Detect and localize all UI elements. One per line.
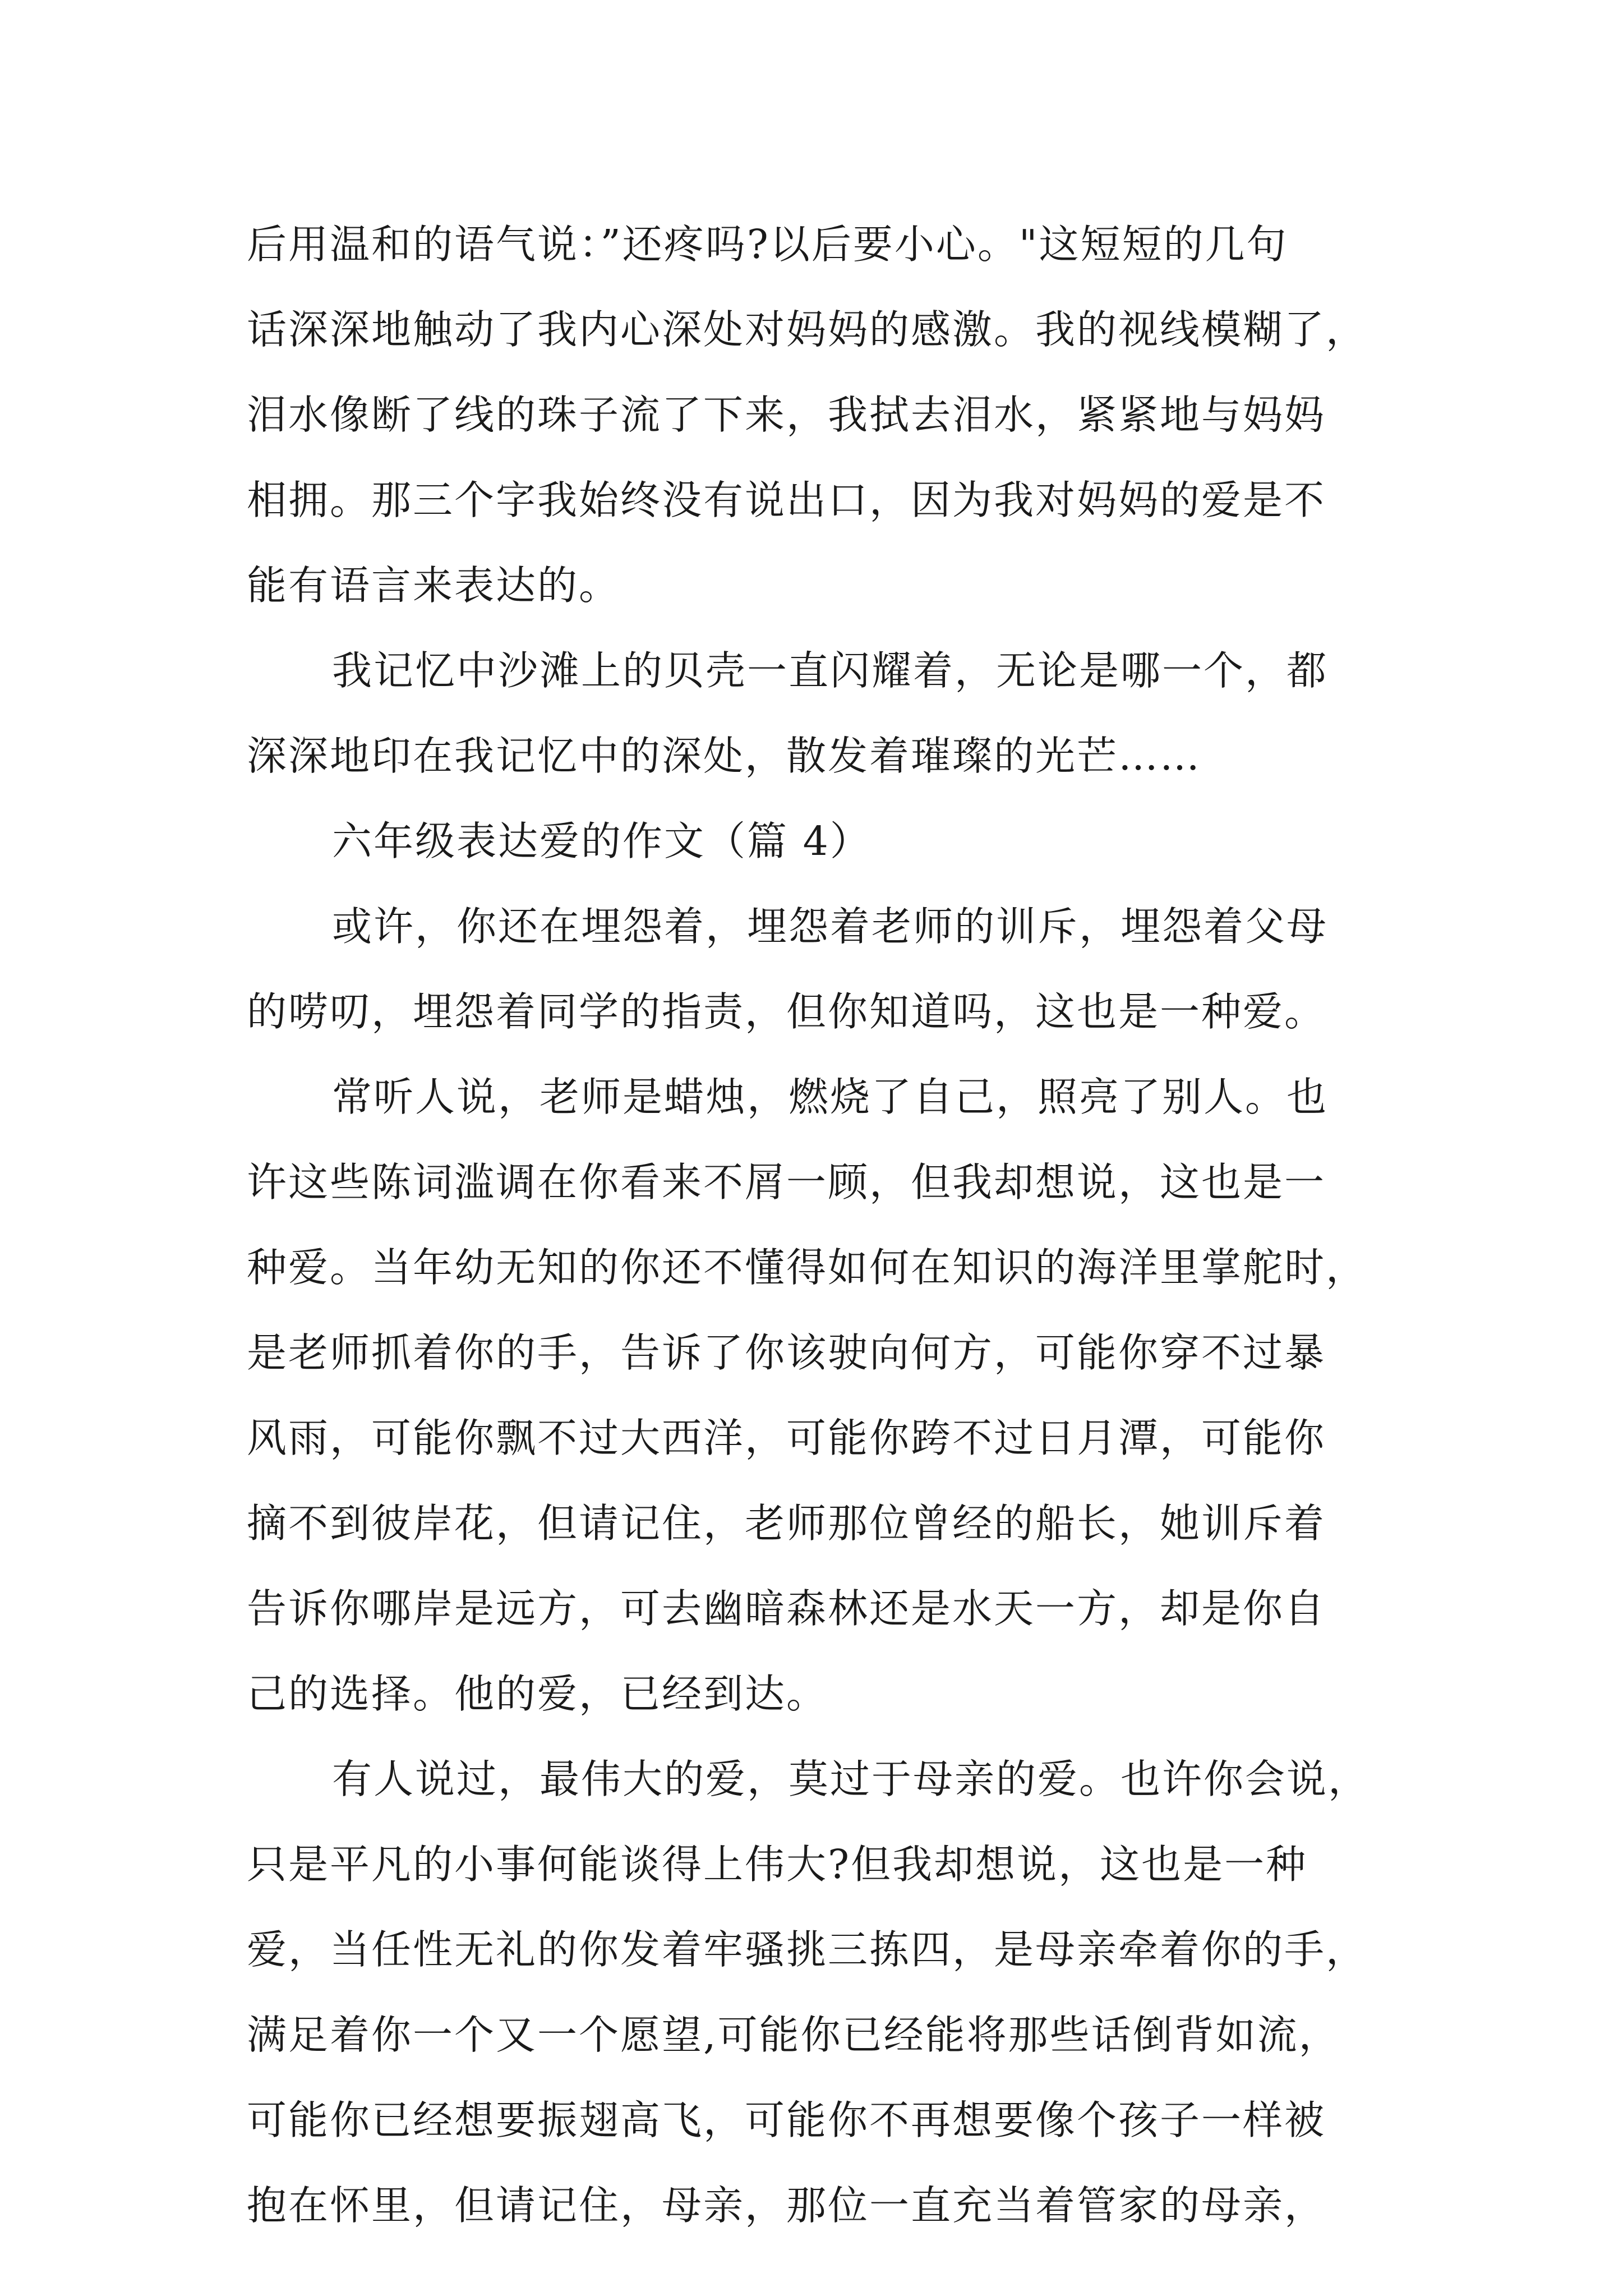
text-line: 有人说过，最伟大的爱，莫过于母亲的爱。也许你会说，	[332, 1756, 1370, 1802]
text-line: 或许，你还在埋怨着，埋怨着老师的训斥，埋怨着父母	[332, 903, 1329, 950]
text-line: 种爱。当年幼无知的你还不懂得如何在知识的海洋里掌舵时，	[247, 1244, 1368, 1291]
document-body	[247, 202, 1430, 2248]
text-line: 可能你已经想要振翅高飞，可能你不再想要像个孩子一样被	[247, 2097, 1326, 2143]
text-line: 后用温和的语气说：”还疼吗?以后要小心。"这短短的几句	[247, 221, 1288, 268]
text-line: 我记忆中沙滩上的贝壳一直闪耀着，无论是哪一个，都	[332, 647, 1329, 694]
text-line: 六年级表达爱的作文（篇 4）	[332, 818, 872, 864]
text-line: 是老师抓着你的手，告诉了你该驶向何方，可能你穿不过暴	[247, 1329, 1326, 1376]
text-line: 深深地印在我记忆中的深处，散发着璀璨的光芒……	[247, 733, 1202, 779]
text-line: 己的选择。他的爱，已经到达。	[247, 1671, 828, 1717]
text-line: 爱，当任性无礼的你发着牢骚挑三拣四，是母亲牵着你的手，	[247, 1926, 1368, 1973]
text-line: 的唠叨，埋怨着同学的指责，但你知道吗，这也是一种爱。	[247, 988, 1326, 1035]
text-line: 摘不到彼岸花，但请记住，老师那位曾经的船长，她训斥着	[247, 1500, 1326, 1547]
text-line: 风雨，可能你飘不过大西洋，可能你跨不过日月潭，可能你	[247, 1415, 1326, 1461]
text-line: 相拥。那三个字我始终没有说出口，因为我对妈妈的爱是不	[247, 477, 1326, 523]
text-line: 满足着你一个又一个愿望,可能你已经能将那些话倒背如流，	[247, 2012, 1340, 2058]
text-line: 告诉你哪岸是远方，可去幽暗森林还是水天一方，却是你自	[247, 1585, 1326, 1632]
text-line: 能有语言来表达的。	[247, 562, 621, 609]
text-line: 抱在怀里，但请记住，母亲，那位一直充当着管家的母亲，	[247, 2182, 1326, 2229]
text-line: 常听人说，老师是蜡烛，燃烧了自己，照亮了别人。也	[332, 1074, 1329, 1120]
text-line: 只是平凡的小事何能谈得上伟大?但我却想说，这也是一种	[247, 1841, 1308, 1888]
text-line: 泪水像断了线的珠子流了下来，我拭去泪水，紧紧地与妈妈	[247, 392, 1326, 438]
text-line: 许这些陈词滥调在你看来不屑一顾，但我却想说，这也是一	[247, 1159, 1326, 1205]
text-line: 话深深地触动了我内心深处对妈妈的感激。我的视线模糊了，	[247, 306, 1368, 353]
